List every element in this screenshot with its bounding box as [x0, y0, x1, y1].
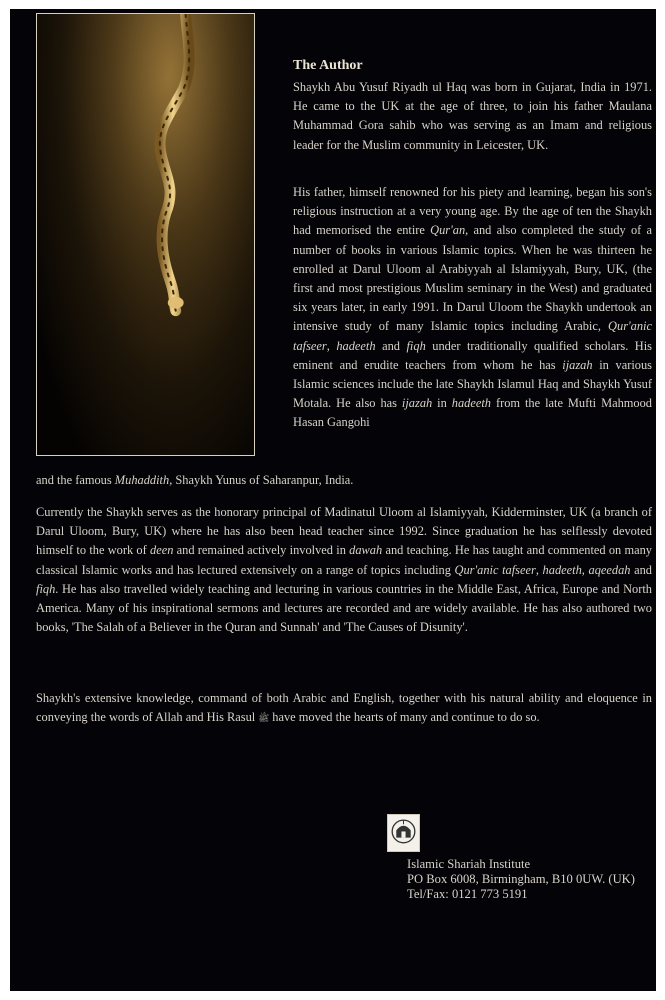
- section-heading: The Author: [293, 58, 363, 73]
- institute-logo: [387, 814, 420, 852]
- mosque-emblem-icon: [388, 815, 419, 851]
- bio-paragraph-3: Currently the Shaykh serves as the honorary principal of Madinatul Uloom al Islamiyyah, Kidderminster, UK (a branch of Darul Uloom, Bury, UK) where he has also been head teacher since 1992. Since graduation he has selflessly devoted himself to the work of deen and remained actively involved in dawah and teaching. He has taught and commented on many classical Islamic works and has lectured extensively on a range of topics including Qur'anic tafseer, hadeeth, aqeedah and fiqh. He has also travelled widely teaching and lecturing in various countries in the Middle East, Africa, Europe and North America. Many of his inspirational sermons and lectures are recorded and are widely available. He has also authored two books, 'The Salah of a Believer in the Quran and Sunnah' and 'The Causes of Disunity'.: [36, 505, 653, 635]
- salutation-glyph: ﷺ: [258, 713, 270, 724]
- publisher-address: [407, 857, 635, 902]
- bio-paragraph-2: His father, himself renowned for his piety and learning, began his son's religious instruction at a very young age. By the age of ten the Shaykh had memorised the entire Qur'an, and also completed the study of a number of books in various Islamic topics. When he was thirteen he enrolled at Darul Uloom al Arabiyyah al Islamiyyah, Bury, UK, (the first and most prestigious Muslim seminary in the West) and graduated six years later, in early 1991. In Darul Uloom the Shaykh undertook an intensive study of many Islamic topics including Arabic, Qur'anic tafseer, hadeeth and fiqh under traditionally qualified scholars. His eminent and erudite teachers from whom he has ijazah in various Islamic sciences include the late Shaykh Islamul Haq and Shaykh Yusuf Motala. He also has ijazah in hadeeth from the late Mufti Mahmood Hasan Gangohi: [293, 185, 653, 430]
- rope-image: [37, 14, 254, 455]
- bio-paragraph-1: Shaykh Abu Yusuf Riyadh ul Haq was born in Gujarat, India in 1971. He came to the UK at the age of three, to join his father Maulana Muhammad Gora sahib who was serving as an Imam and religious leader for the Muslim community in Leicester, UK.: [293, 80, 652, 152]
- phone-fax: Tel/Fax: 0121 773 5191: [407, 887, 528, 901]
- postal-address: PO Box 6008, Birmingham, B10 0UW. (UK): [407, 872, 635, 886]
- back-cover: [10, 9, 656, 991]
- bio-paragraph-2-continued: and the famous Muhaddith, Shaykh Yunus of Saharanpur, India.: [36, 473, 354, 487]
- publisher-name: Islamic Shariah Institute: [407, 857, 531, 871]
- bio-paragraph-4: Shaykh's extensive knowledge, command of both Arabic and English, together with his natural ability and eloquence in conveying the words of Allah and His Rasul ﷺ have moved the hearts of many and continue to do so.: [36, 691, 652, 725]
- rope-photo: [36, 13, 255, 456]
